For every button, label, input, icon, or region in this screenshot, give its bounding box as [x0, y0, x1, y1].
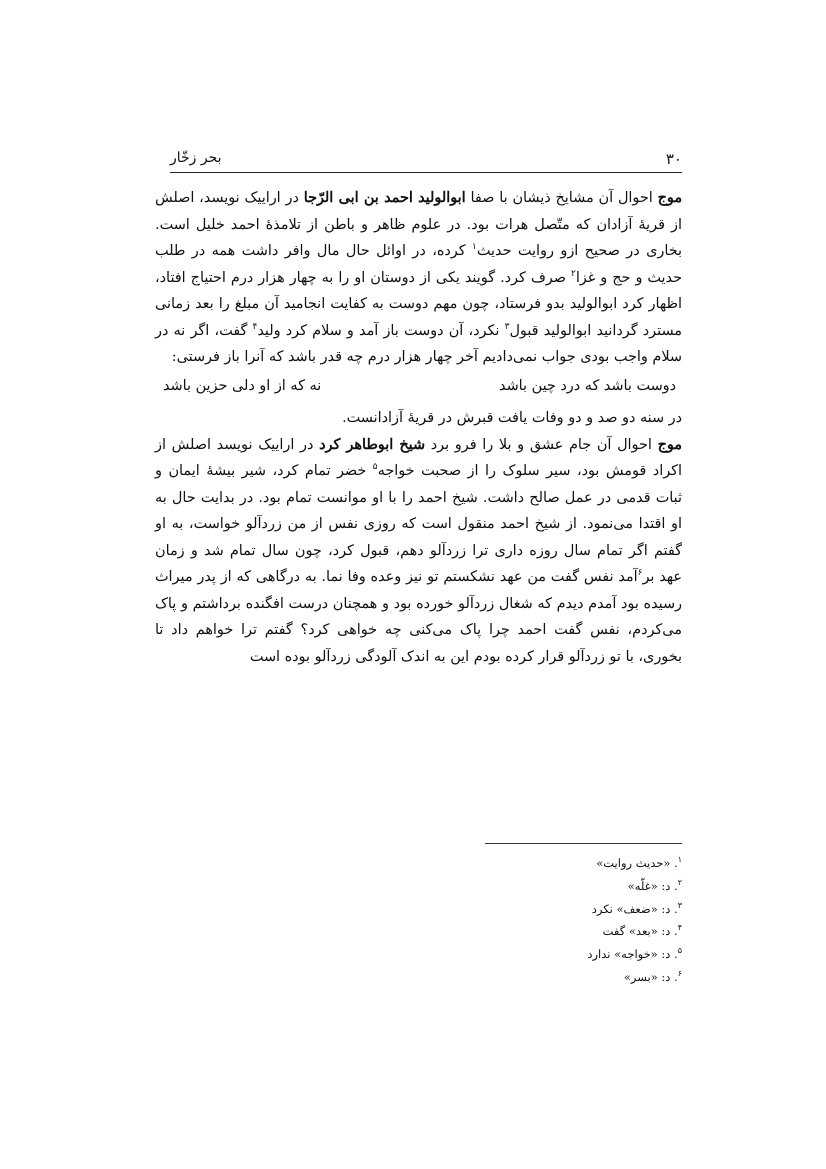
- footnote-text: . د: «بعد» گفت: [602, 924, 678, 939]
- page-header: [170, 146, 682, 173]
- footnotes: [420, 850, 682, 987]
- section-keyword: موج: [657, 435, 682, 453]
- footnote-item: [420, 850, 682, 873]
- verse-line: [155, 373, 682, 400]
- section-keyword: موج: [657, 189, 683, 206]
- footnote-number: ۱: [677, 855, 682, 864]
- text-run: در اراییک نویسد اصلش از اکراد قومش بود، سیر سلوک را از صحبت خواجه: [155, 436, 683, 479]
- footnote-number: ۶: [677, 969, 682, 979]
- footnote-number: ۵: [677, 946, 682, 956]
- footnote-item: [420, 918, 682, 941]
- footnote-text: . د: «بسر»: [623, 969, 678, 984]
- footnote-divider: [485, 843, 682, 844]
- footnote-text: . د: «خواجه» ندارد: [587, 947, 678, 962]
- main-text: [155, 185, 682, 670]
- footnote-ref: ۶: [637, 568, 643, 579]
- text-run: آمد نفس گفت من عهد نشکستم تو نیز وعده وفا نما. به درگاهی که از پدر میراث رسیده بود آمدم دیدم که شغال زردآلو خورده بود و همچنان درست افگنده برداشتم و پاک می‌کردم، نفس گفت احمد چرا پاک می‌کنی چه خواهی کرد؟ گفتم ترا خواهم داد تا بخوری، با تو زردآلو قرار کرده بودم این به اندک آلودگی زردآلو بوده است: [155, 569, 682, 665]
- verse-hemistich-second: نه که از او دلی حزین باشد: [163, 377, 322, 394]
- text-run: صرف کرد. گویند یکی از دوستان او را به چهار هزار درم احتیاج افتاد، اظهار کرد ابوالولید بدو فرستاد، چون مهم دوست به کفایت انجامید آن مبلغ را بعد زمانی مسترد گردانید ابوالولید قبول: [155, 269, 682, 339]
- paragraph-abulwalid: [155, 185, 682, 371]
- footnote-item: [420, 873, 682, 896]
- text-run: در اراییک نویسد، اصلش از قریهٔ آزادان که متّصل هرات بود. در علوم ظاهر و باطن از تلامذهٔ احمد خلیل است. بخاری در صحیح ازو روایت حدیث: [155, 190, 683, 259]
- footnote-text: . د: «غلّه»: [627, 878, 678, 893]
- footnote-ref: ۵: [372, 462, 378, 473]
- footnote-ref: ۲: [570, 268, 576, 279]
- death-note: در سنه دو صد و دو وفات یافت قبرش در قریهٔ آزادانست.: [342, 410, 682, 426]
- footnote-ref: ۴: [252, 321, 258, 332]
- text-run: کرده، در اوائل حال مال وافر داشت همه در طلب حدیث و حج و غزا: [155, 243, 682, 286]
- footnote-text: . «حدیث روایت»: [596, 855, 678, 870]
- text-run: گفت، اگر نه در سلام واجب بودی جواب نمی‌دادیم آخر چهار هزار درم چه قدر باشد که آنرا باز فرستی:: [155, 322, 682, 365]
- footnote-item: [420, 941, 682, 964]
- text-run: نکرد، آن دوست باز آمد و سلام کرد ولید: [257, 322, 505, 339]
- footnote-number: ۳: [677, 900, 682, 910]
- text-run: احوال آن مشایخ ذیشان با صفا: [465, 190, 658, 206]
- paragraph-abutahir: [155, 432, 682, 671]
- footnote-ref: ۱: [472, 242, 477, 253]
- person-name: ابوالولید احمد بن ابی الرّجا: [303, 189, 466, 206]
- verse-hemistich-first: دوست باشد که درد چین باشد: [499, 377, 676, 394]
- footnote-number: ۲: [677, 877, 682, 887]
- footnote-item: [420, 896, 682, 919]
- footnote-ref: ۳: [504, 321, 510, 332]
- footnote-number: ۴: [677, 923, 682, 933]
- running-title: بحر زخّار: [170, 150, 222, 166]
- text-run: خضر تمام کرد، شیر بیشهٔ ایمان و ثبات قدمی در عمل صالح داشت. شیخ احمد را با او موانست تمام بود. در بدایت حال به او اقتدا می‌نمود. از شیخ احمد منقول است که روزی نفس از من زردآلو خواست، به او گفتم اگر تمام سال روزه داری ترا زردآلو دهم، قبول کرد، چون سال تمام شد و زمان عهد بر: [155, 463, 682, 585]
- footnote-item: [420, 964, 682, 987]
- text-run: احوال آن جام عشق و بلا را فرو برد: [425, 436, 658, 453]
- person-name: شیخ ابوطاهر کرد: [319, 435, 426, 453]
- page-number: ۳۰: [665, 150, 682, 168]
- footnote-text: . د: «ضعف» نکرد: [591, 901, 678, 916]
